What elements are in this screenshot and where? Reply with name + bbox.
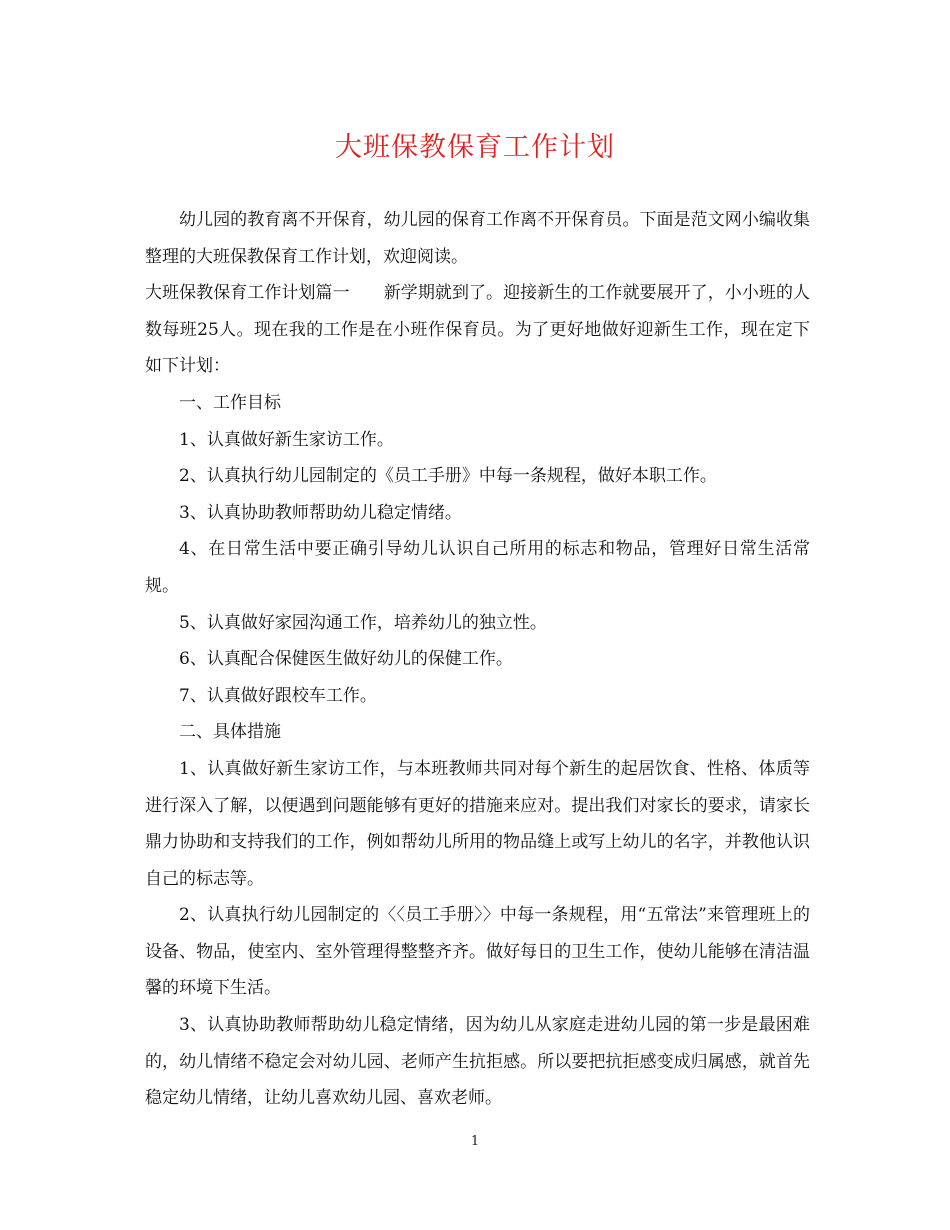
- paragraph: 3、认真协助教师帮助幼儿稳定情绪，因为幼儿从家庭走进幼儿园的第一步是最困难的，幼儿情绪不稳定会对幼儿园、老师产生抗拒感。所以要把抗拒感变成归属感，就首先稳定幼儿情绪，让幼儿喜欢幼儿园、喜欢老师。: [145, 1015, 810, 1109]
- list-item: 3、认真协助教师帮助幼儿稳定情绪。: [179, 502, 462, 523]
- section-heading: 一、工作目标: [179, 392, 281, 413]
- list-item: 1、认真做好新生家访工作。: [179, 429, 394, 450]
- paragraph: 1、认真做好新生家访工作，与本班教师共同对每个新生的起居饮食、性格、体质等进行深入了解，以便遇到问题能够有更好的措施来应对。提出我们对家长的要求，请家长鼎力协助和支持我们的工作，例如帮幼儿所用的物品缝上或写上幼儿的名字，并教他认识自己的标志等。: [145, 758, 810, 889]
- list-item: 5、认真做好家园沟通工作，培养幼儿的独立性。: [179, 612, 547, 633]
- list-item: 7、认真做好跟校车工作。: [179, 685, 377, 706]
- document-body: [145, 202, 810, 1117]
- list-item: 2、认真执行幼儿园制定的《员工手册》中每一条规程，做好本职工作。: [179, 466, 717, 487]
- section-heading: 二、具体措施: [179, 722, 281, 743]
- document-title: 大班保教保育工作计划: [335, 132, 615, 163]
- paragraph: 幼儿园的教育离不开保育，幼儿园的保育工作离不开保育员。下面是范文网小编收集整理的大班保教保育工作计划，欢迎阅读。: [145, 210, 810, 267]
- paragraph: 2、认真执行幼儿园制定的〈〈员工手册〉〉中每一条规程，用“五常法”来管理班上的设备、物品，使室内、室外管理得整整齐齐。做好每日的卫生工作，使幼儿能够在清洁温馨的环境下生活。: [145, 905, 810, 999]
- list-item: 4、在日常生活中要正确引导幼儿认识自己所用的标志和物品，管理好日常生活常规。: [145, 539, 810, 596]
- page-number: 1: [470, 1134, 480, 1149]
- list-item: 6、认真配合保健医生做好幼儿的保健工作。: [179, 649, 513, 670]
- paragraph: 大班保教保育工作计划篇一 新学期就到了。迎接新生的工作就要展开了，小小班的人数每班25人。现在我的工作是在小班作保育员。为了更好地做好迎新生工作，现在定下如下计划：: [145, 283, 810, 377]
